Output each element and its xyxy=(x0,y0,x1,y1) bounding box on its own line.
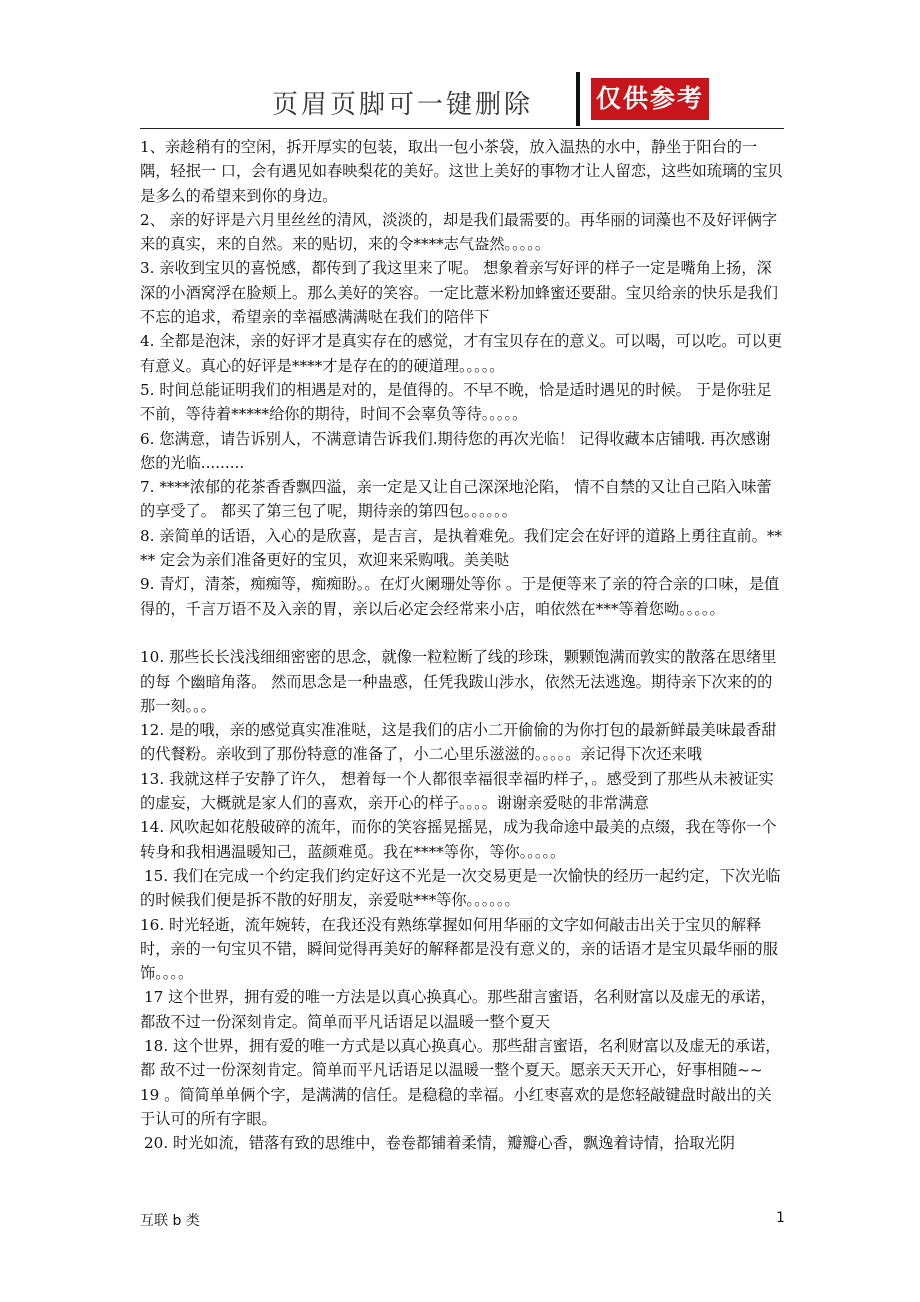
paragraph-12: 12. 是的哦，亲的感觉真实准准哒，这是我们的店小二开偷偷的为你打包的最新鲜最美味最香甜的代餐粉。亲收到了那份特意的准备了，小二心里乐滋滋的。。。。。亲记得下次还来哦 xyxy=(140,721,777,764)
paragraph-14: 14. 风吹起如花般破碎的流年，而你的笑容摇晃摇晃，成为我命途中最美的点缀，我在等你一个转身和我相遇温暖知己，蓝颜难觅。我在****等你，等你。。。。。 xyxy=(140,818,777,861)
paragraph-19: 19 。简简单单俩个字，是满满的信任。是稳稳的幸福。小红枣喜欢的是您轻敲键盘时敲出的关 于认可的所有字眼。 xyxy=(140,1085,772,1128)
page-number: 1 xyxy=(776,1210,785,1226)
header-text: 页眉页脚可一键删除 xyxy=(272,90,534,120)
paragraph-18: 18. 这个世界，拥有爱的唯一方式是以真心换真心。那些甜言蜜语，名利财富以及虚无的承诺，都 敌不过一份深刻肯定。简单而平凡话语足以温暖一整个夏天。愿亲天天开心，好事相随~~ xyxy=(140,1036,781,1080)
document-body xyxy=(140,135,784,1155)
paragraph-7: 7. ****浓郁的花茶香香飘四溢，亲一定是又让自己深深地沦陷， 情不自禁的又让自己陷入味蕾的享受了。 都买了第三包了呢，期待亲的第四包。。。。。。 xyxy=(140,478,772,521)
paragraph-2: 2、 亲的好评是六月里丝丝的清风，淡淡的，却是我们最需要的。再华丽的词藻也不及好评俩字 来的真实，来的自然。来的贴切，来的令****志气盎然。。。。。 xyxy=(140,210,778,254)
paragraph-5: 5. 时间总能证明我们的相遇是对的，是值得的。不早不晚，恰是适时遇见的时候。 于是你驻足不前，等待着*****给你的期待，时间不会辜负等待。。。。。 xyxy=(140,380,772,424)
paragraph-15: 15. 我们在完成一个约定我们约定好这不光是一次交易更是一次愉快的经历一起约定，下次光临的时候我们便是拆不散的好朋友，亲爱哒***等你。。。。。。 xyxy=(140,866,781,910)
paragraph-16: 16. 时光轻逝，流年婉转，在我还没有熟练掌握如何用华丽的文字如何敲击出关于宝贝的解释时，亲的一句宝贝不错，瞬间觉得再美好的解释都是没有意义的，亲的话语才是宝贝最华丽的服饰。。。。 xyxy=(140,915,778,983)
paragraph-4: 4. 全都是泡沫，亲的好评才是真实存在的感觉，才有宝贝存在的意义。可以喝，可以吃。可以更有意义。真心的好评是****才是存在的的硬道理。。。。。 xyxy=(140,332,783,375)
paragraph-9: 9. 青灯，清茶，痴痴等，痴痴盼。。在灯火阑珊处等你 。于是便等来了亲的符合亲的口味，是值得的，千言万语不及入亲的胃，亲以后必定会经常来小店，咱依然在***等着您呦。。。。。 xyxy=(140,575,780,618)
paragraph-20: 20. 时光如流，错落有致的思维中，卷卷都铺着柔情，瓣瓣心香，飘逸着诗情，拾取光阴 xyxy=(144,1134,735,1153)
paragraph-10: 10. 那些长长浅浅细细密密的思念，就像一粒粒断了线的珍珠，颗颗饱满而敦实的散落在思绪里的每 个幽暗角落。 然而思念是一种蛊惑，任凭我跋山涉水，依然无法逃逸。期待亲下次来的的那一刻。。。 xyxy=(140,648,777,715)
paragraph-17: 17 这个世界，拥有爱的唯一方法是以真心换真心。那些甜言蜜语，名利财富以及虚无的承诺，都敌不过一份深刻肯定。简单而平凡话语足以温暖一整个夏天 xyxy=(140,988,776,1031)
header-rule xyxy=(140,128,784,129)
paragraph-6: 6. 您满意，请告诉别人，不满意请告诉我们.期待您的再次光临！ 记得收藏本店铺哦. 再次感谢您的光临......... xyxy=(140,429,771,472)
header-divider xyxy=(576,72,580,126)
footer-label: 互联 b 类 xyxy=(140,1213,200,1229)
paragraph-8: 8. 亲简单的话语，入心的是欣喜，是吉言，是执着难免。我们定会在好评的道路上勇往直前。**** 定会为亲们准备更好的宝贝，欢迎来采购哦。美美哒 xyxy=(140,526,783,570)
blank-line xyxy=(140,621,784,645)
paragraph-3: 3. 亲收到宝贝的喜悦感，都传到了我这里来了呢。 想象着亲写好评的样子一定是嘴角上扬，深深的小酒窝浮在脸颊上。那么美好的笑容。一定比薏米粉加蜂蜜还要甜。宝贝给亲的快乐是我们不忘的追求，希望亲的幸福感满满哒在我们的陪伴下 xyxy=(140,259,778,327)
reference-only-stamp: 仅供参考 xyxy=(591,78,709,120)
paragraph-1: 1、亲趁稍有的空闲，拆开厚实的包装，取出一包小茶袋，放入温热的水中，静坐于阳台的一隅，轻抿一 口，会有遇见如春映梨花的美好。这世上美好的事物才让人留恋，这些如琉璃的宝贝是多么的希望来到你的身边。 xyxy=(140,138,783,205)
paragraph-13: 13. 我就这样子安静了许久， 想着每一个人都很幸福很幸福旳样子，。感受到了那些从未被证实 的虚妄，大概就是家人们的喜欢，亲开心的样子。。。。谢谢亲爱哒的非常满意 xyxy=(140,769,774,813)
